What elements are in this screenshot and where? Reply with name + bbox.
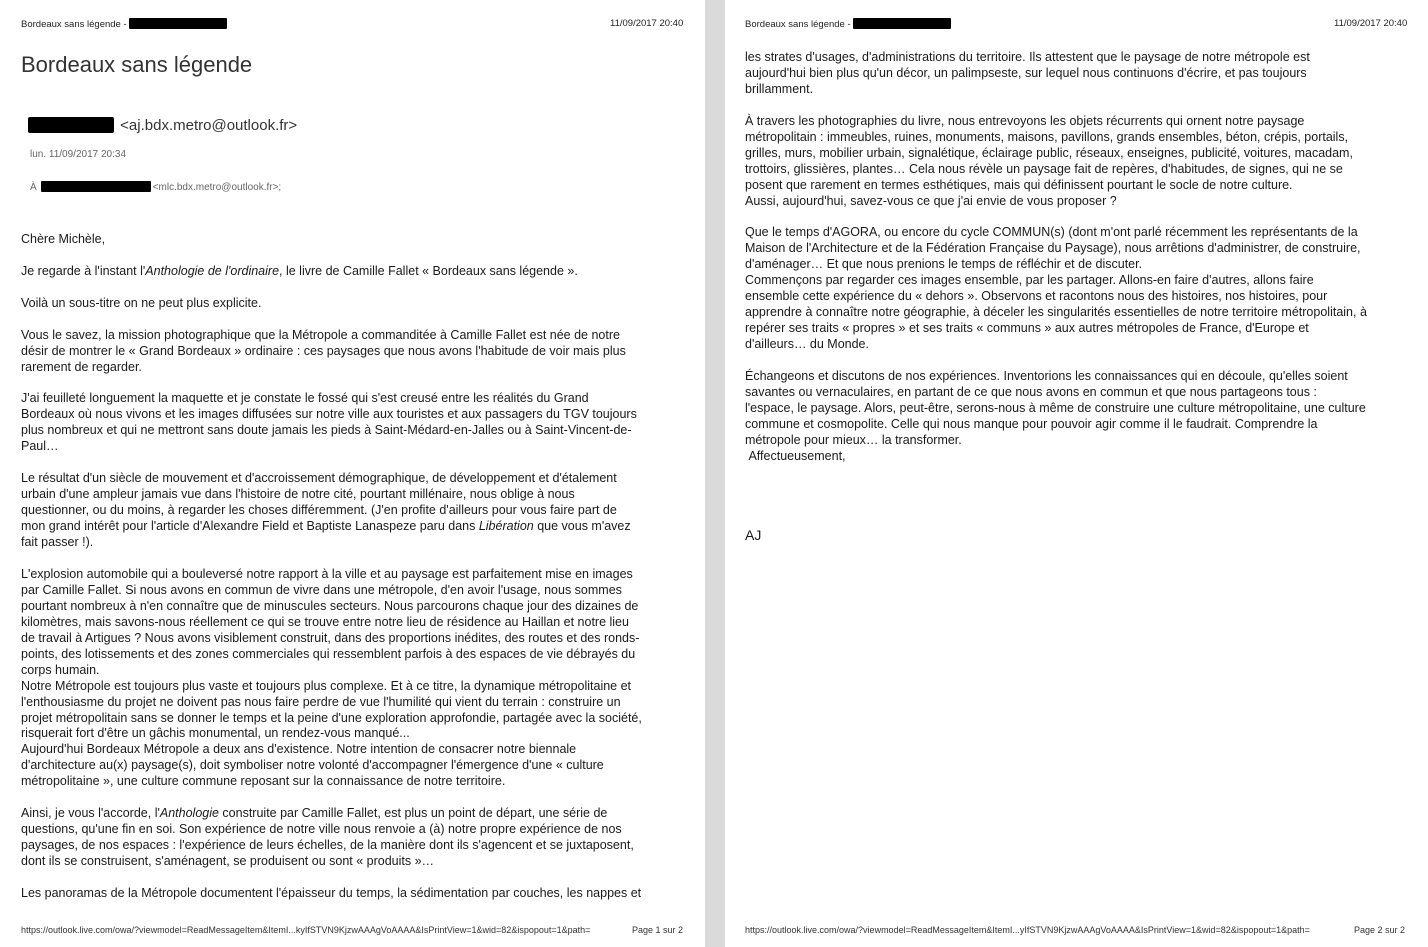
body-paragraph: À travers les photographies du livre, nous entrevoyons les objets récurrents qui ornent notre paysage métropolitain : immeubles, ruines, monuments, maisons, pavillons, grands ensembles, béton, crépis, portails, grilles, murs, mobilier urbain, signalétique, éclairage public, réseaux, enseignes, publicité, voitures, macadam, trottoirs, glissières, plantes… Cela nous révèle un paysage fait de repères, d'habitudes, de signes, qui ne se posent que rarement en termes esthétiques, mais qui définissent pourtant le socle de notre culture. Aussi, aujourd'hui, savez-vous ce que j'ai envie de vous proposer ? xyxy=(745,113,1353,208)
page-header-datetime: 11/09/2017 20:40 xyxy=(1334,18,1408,29)
recipient-email: <mlc.bdx.metro@outlook.fr>; xyxy=(152,182,282,193)
page-footer-page-number: Page 2 sur 2 xyxy=(1354,925,1406,935)
body-paragraph: les strates d'usages, d'administrations du territoire. Ils attestent que le paysage de notre métropole est aujourd'hui bien plus qu'un décor, un palimpseste, sur lequel nous continuons d'écrire, et pas toujours brillamment. xyxy=(745,50,1310,96)
page-header-datetime: 11/09/2017 20:40 xyxy=(610,18,684,29)
body-paragraph: Je regarde à l'instant l'Anthologie de l'ordinaire, le livre de Camille Fallet « Bordeaux sans légende ». xyxy=(21,263,578,278)
header-title-text: Bordeaux sans légende - xyxy=(21,19,127,30)
page-footer-url: https://outlook.live.com/owa/?viewmodel=ReadMessageItem&ItemI...yIfSTVN9KjzwAAAgVoAAAA&IsPrintView=1&wid=82&ispopout=1&path= xyxy=(745,925,1310,935)
page-header-title xyxy=(745,18,951,30)
page-footer-url: https://outlook.live.com/owa/?viewmodel=ReadMessageItem&ItemI...kyIfSTVN9KjzwAAAgVoAAAA&IsPrintView=1&wid=82&ispopout=1&path= xyxy=(21,925,591,935)
body-paragraph: Les panoramas de la Métropole documentent l'épaisseur du temps, la sédimentation par couches, les nappes et xyxy=(21,885,642,900)
body-paragraph: J'ai feuilleté longuement la maquette et je constate le fossé qui s'est creusé entre les réalités du Grand Bordeaux où nous vivons et les images diffusées sur notre ville aux touristes et aux passagers du TGV toujours plus nombreux et qui ne mettront sans doute jamais les pieds à Saint-Médard-en-Jalles ou à Saint-Vincent-de- Paul… xyxy=(21,391,637,454)
redaction-bar xyxy=(28,117,114,133)
header-title-text: Bordeaux sans légende - xyxy=(745,19,851,30)
print-page-1 xyxy=(0,0,705,947)
body-paragraph: Vous le savez, la mission photographique que la Métropole a commanditée à Camille Fallet est née de notre désir de montrer le « Grand Bordeaux » ordinaire : ces paysages que nous avons l'habitude de voir mais plus rarement de regarder. xyxy=(21,327,626,374)
body-paragraph: Le résultat d'un siècle de mouvement et d'accroissement démographique, de développement et d'étalement urbain d'une ampleur jamais vue dans l'histoire de notre cité, pourtant millénaire, nous oblige à nous questionner, ou du moins, à regarder les choses différemment. (J'en profite d'ailleurs pour vous faire part de mon grand intérêt pour l'article d'Alexandre Field et Baptiste Lanaspeze paru dans Libération que vous m'avez fait passer !). xyxy=(21,471,631,550)
body-paragraph: Chère Michèle, xyxy=(21,232,106,246)
email-body-page-1 xyxy=(21,232,691,918)
body-paragraph: Échangeons et discutons de nos expériences. Inventorions les connaissances qui en découle, qu'elles soient savantes ou vernaculaires, en partant de ce que nous avons en commun et que nous partageons tous : l'espace, le paysage. Alors, peut-être, serons-nous à même de construire une culture métropolitaine, une culture commune et cosmopolite. Celle qui nous manque pour pouvoir agir comme il le faudrait. Comprendre la métropole pour mieux… la transformer. Affectueusement, xyxy=(745,369,1366,463)
email-recipient xyxy=(30,181,281,193)
page-footer-page-number: Page 1 sur 2 xyxy=(632,925,684,935)
redaction-bar xyxy=(853,18,951,29)
page-header-title xyxy=(21,18,227,30)
email-sender xyxy=(28,117,297,134)
sender-email: <aj.bdx.metro@outlook.fr> xyxy=(120,117,298,134)
email-body-page-2 xyxy=(745,50,1415,560)
recipient-label: À xyxy=(30,182,37,193)
body-paragraph: L'explosion automobile qui a bouleversé notre rapport à la ville et au paysage est parfaitement mise en images par Camille Fallet. Si nous avons en commun de vivre dans une métropole, d'en avoir l'usage, nous sommes pourtant nombreux à n'en connaître que de minuscules secteurs. Nous parcourons chaque jour des dizaines de kilomètres, mais savons-nous réellement ce qui se trouve entre notre lieu de résidence au Haillan et notre lieu de travail à Artigues ? Nous avons visiblement construit, dans des proportions inédites, des routes et des ronds- points, des lotissements et des zones commerciales qui ressemblent parfois à des espaces de vie débrayés du corps humain. Notre Métropole est toujours plus vaste et toujours plus complexe. Et à ce titre, la dynamique métropolitaine et l'enthousiasme du projet ne doivent pas nous faire perdre de vue l'humilité qui vient du terrain : construire un projet métropolitain sans se donner le temps et la peine d'une exploration approfondie, partagée avec la société, risquerait fort d'être un gâchis monumental, un rendez-vous manqué... Aujourd'hui Bordeaux Métropole a deux ans d'existence. Notre intention de consacrer notre biennale d'architecture au(x) paysage(s), doit symboliser notre volonté d'accompagner l'émergence d'une « culture métropolitaine », une culture commune reposant sur la connaissance de notre territoire. xyxy=(21,566,642,789)
body-paragraph: Voilà un sous-titre on ne peut plus explicite. xyxy=(21,295,262,310)
email-sent-date: lun. 11/09/2017 20:34 xyxy=(30,149,127,160)
email-subject: Bordeaux sans légende xyxy=(21,52,253,77)
body-paragraph: Que le temps d'AGORA, ou encore du cycle COMMUN(s) (dont m'ont parlé récemment les représentants de la Maison de l'Architecture et de la Fédération Française du Paysage), nous arrêtions d'administrer, de construire, d'aménager… Et que nous prenions le temps de réfléchir et de discuter. Commençons par regarder ces images ensemble, par les partager. Allons-en faire d'autres, allons faire ensemble cette expérience du « dehors ». Observons et racontons nous des histoires, nos histoires, pour apprendre à connaître notre géographie, à déceler les singularités essentielles de notre territoire métropolitain, à repérer ses traits « propres » et ses traits « communs » aux autres métropoles de France, d'Europe et d'ailleurs… du Monde. xyxy=(745,225,1367,352)
redaction-bar xyxy=(129,18,227,29)
redaction-bar xyxy=(41,181,151,192)
signature: AJ xyxy=(745,526,762,543)
body-paragraph: Ainsi, je vous l'accorde, l'Anthologie construite par Camille Fallet, est plus un point de départ, une série de questions, qu'une fin en soi. Son expérience de notre ville nous renvoie a (à) notre propre expérience de nos paysages, de nos espaces : l'expérience de leurs échelles, de la manière dont ils s'agencent et se juxtaposent, dont ils se construisent, s'aménagent, se produisent ou sont « produits »… xyxy=(21,806,634,869)
